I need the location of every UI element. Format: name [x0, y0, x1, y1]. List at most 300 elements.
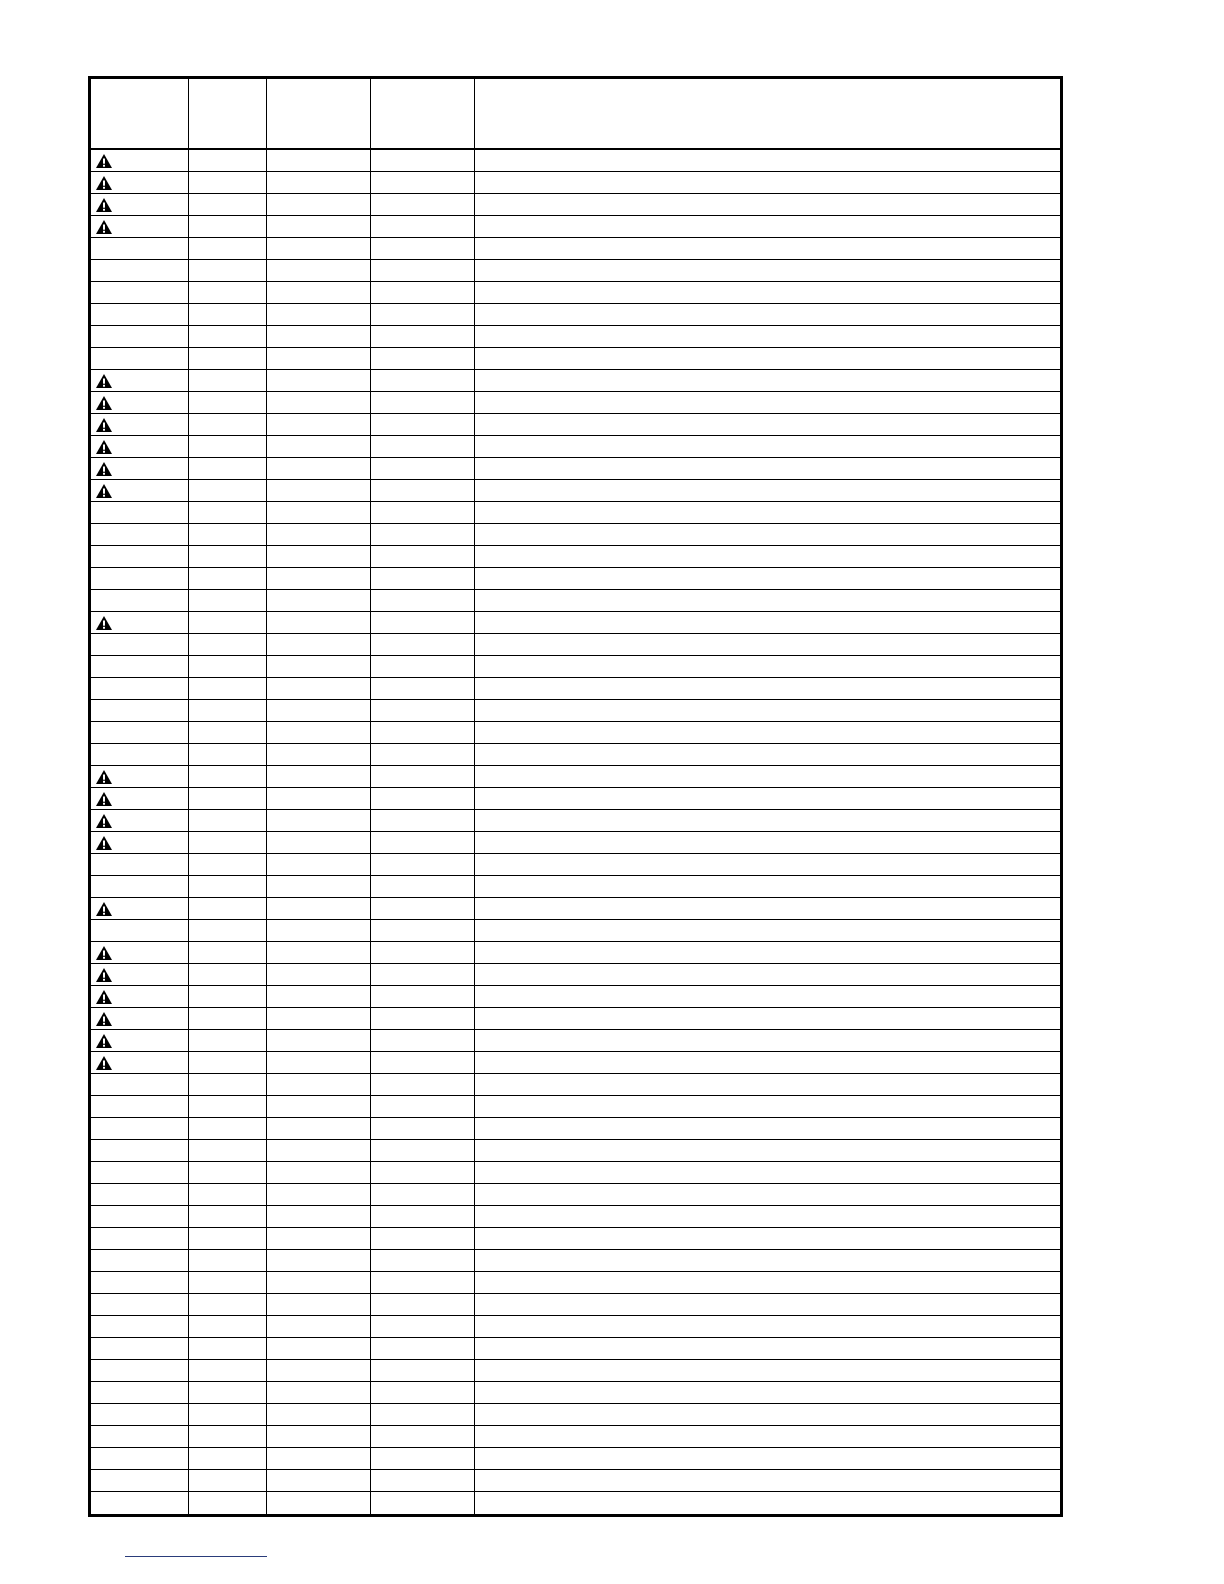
- table-row: [91, 1448, 1060, 1470]
- table-cell-col-2: [189, 920, 267, 942]
- table-cell-col-1: [91, 1140, 189, 1162]
- table-cell-col-2: [189, 810, 267, 832]
- table-cell-col-3: [267, 876, 371, 898]
- table-cell-col-2: [189, 348, 267, 370]
- table-cell-col-1: [91, 1294, 189, 1316]
- table-cell-col-2: [189, 722, 267, 744]
- table-cell-col-4: [371, 810, 475, 832]
- table-cell-col-2: [189, 1272, 267, 1294]
- table-row: [91, 1228, 1060, 1250]
- table-cell-col-1: [91, 1184, 189, 1206]
- table-cell-col-1: [91, 546, 189, 568]
- table-cell-col-1: [91, 612, 189, 634]
- table-cell-col-3: [267, 1338, 371, 1360]
- table-cell-col-4: [371, 1206, 475, 1228]
- table-cell-col-2: [189, 1338, 267, 1360]
- table-cell-col-2: [189, 854, 267, 876]
- table-row: [91, 1162, 1060, 1184]
- table-cell-col-4: [371, 568, 475, 590]
- table-row: [91, 458, 1060, 480]
- table-cell-col-5: [475, 744, 1060, 766]
- table-cell-col-3: [267, 524, 371, 546]
- table-cell-col-4: [371, 788, 475, 810]
- table-cell-col-2: [189, 150, 267, 172]
- table-cell-col-2: [189, 370, 267, 392]
- table-row: [91, 1294, 1060, 1316]
- table-cell-col-4: [371, 1382, 475, 1404]
- table-row: [91, 656, 1060, 678]
- table-cell-col-3: [267, 304, 371, 326]
- table-cell-col-5: [475, 1316, 1060, 1338]
- table-cell-col-3: [267, 788, 371, 810]
- table-cell-col-4: [371, 1294, 475, 1316]
- warning-triangle-icon: [95, 461, 113, 477]
- table-cell-col-1: [91, 964, 189, 986]
- table-row: [91, 1272, 1060, 1294]
- table-cell-col-2: [189, 700, 267, 722]
- table-cell-col-2: [189, 744, 267, 766]
- table-cell-col-1: [91, 1052, 189, 1074]
- table-cell-col-4: [371, 546, 475, 568]
- table-row: [91, 832, 1060, 854]
- table-cell-col-3: [267, 150, 371, 172]
- table-cell-col-4: [371, 964, 475, 986]
- warning-triangle-icon: [95, 791, 113, 807]
- table-cell-col-5: [475, 1052, 1060, 1074]
- table-cell-col-3: [267, 1206, 371, 1228]
- table-cell-col-1: [91, 788, 189, 810]
- table-body: [91, 150, 1060, 1514]
- table-cell-col-4: [371, 1316, 475, 1338]
- table-cell-col-5: [475, 1272, 1060, 1294]
- table-row: [91, 1206, 1060, 1228]
- table-cell-col-5: [475, 216, 1060, 238]
- table-cell-col-2: [189, 172, 267, 194]
- table-cell-col-5: [475, 172, 1060, 194]
- table-row: [91, 502, 1060, 524]
- table-cell-col-4: [371, 1250, 475, 1272]
- table-cell-col-3: [267, 1096, 371, 1118]
- table-cell-col-1: [91, 1118, 189, 1140]
- table-row: [91, 546, 1060, 568]
- table-cell-col-4: [371, 194, 475, 216]
- table-cell-col-5: [475, 1360, 1060, 1382]
- table-cell-col-2: [189, 502, 267, 524]
- table-cell-col-1: [91, 150, 189, 172]
- warning-triangle-icon: [95, 175, 113, 191]
- table-row: [91, 986, 1060, 1008]
- warning-triangle-icon: [95, 835, 113, 851]
- table-cell-col-5: [475, 876, 1060, 898]
- table-cell-col-5: [475, 1096, 1060, 1118]
- table-row: [91, 436, 1060, 458]
- table-row: [91, 898, 1060, 920]
- table-cell-col-2: [189, 304, 267, 326]
- table-cell-col-4: [371, 1470, 475, 1492]
- table-row: [91, 612, 1060, 634]
- header-cell-2: [189, 79, 267, 150]
- table-cell-col-1: [91, 502, 189, 524]
- table-cell-col-4: [371, 854, 475, 876]
- table-cell-col-1: [91, 634, 189, 656]
- table-cell-col-3: [267, 238, 371, 260]
- table-cell-col-5: [475, 678, 1060, 700]
- table-cell-col-4: [371, 942, 475, 964]
- table-cell-col-5: [475, 436, 1060, 458]
- table-cell-col-4: [371, 150, 475, 172]
- table-cell-col-1: [91, 282, 189, 304]
- table-cell-col-4: [371, 634, 475, 656]
- table-cell-col-3: [267, 1404, 371, 1426]
- table-cell-col-1: [91, 194, 189, 216]
- table-cell-col-4: [371, 832, 475, 854]
- warning-triangle-icon: [95, 989, 113, 1005]
- table-cell-col-3: [267, 326, 371, 348]
- table-cell-col-5: [475, 656, 1060, 678]
- table-row: [91, 810, 1060, 832]
- table-cell-col-2: [189, 1316, 267, 1338]
- table-row: [91, 1184, 1060, 1206]
- table-cell-col-1: [91, 1030, 189, 1052]
- table-cell-col-4: [371, 590, 475, 612]
- warning-triangle-icon: [95, 769, 113, 785]
- table-row: [91, 1470, 1060, 1492]
- table-cell-col-4: [371, 436, 475, 458]
- table-cell-col-1: [91, 1426, 189, 1448]
- header-cell-3: [267, 79, 371, 150]
- table-row: [91, 480, 1060, 502]
- table-cell-col-3: [267, 964, 371, 986]
- table-cell-col-5: [475, 590, 1060, 612]
- table-cell-col-4: [371, 1030, 475, 1052]
- table-row: [91, 766, 1060, 788]
- table-row: [91, 590, 1060, 612]
- table-row: [91, 1316, 1060, 1338]
- table-cell-col-5: [475, 788, 1060, 810]
- table-cell-col-5: [475, 766, 1060, 788]
- parts-list-table: [88, 76, 1063, 1517]
- table-row: [91, 1338, 1060, 1360]
- table-cell-col-2: [189, 238, 267, 260]
- table-cell-col-4: [371, 1492, 475, 1514]
- table-row: [91, 414, 1060, 436]
- table-cell-col-2: [189, 1404, 267, 1426]
- table-cell-col-3: [267, 1294, 371, 1316]
- warning-triangle-icon: [95, 615, 113, 631]
- table-cell-col-2: [189, 1492, 267, 1514]
- table-cell-col-3: [267, 260, 371, 282]
- table-cell-col-4: [371, 502, 475, 524]
- warning-triangle-icon: [95, 417, 113, 433]
- table-cell-col-5: [475, 964, 1060, 986]
- warning-triangle-icon: [95, 1033, 113, 1049]
- table-cell-col-2: [189, 590, 267, 612]
- warning-triangle-icon: [95, 945, 113, 961]
- table-cell-col-4: [371, 304, 475, 326]
- table-cell-col-3: [267, 172, 371, 194]
- table-cell-col-2: [189, 1096, 267, 1118]
- table-cell-col-3: [267, 480, 371, 502]
- table-cell-col-3: [267, 1382, 371, 1404]
- header-row: [91, 79, 1060, 150]
- table-cell-col-5: [475, 546, 1060, 568]
- table-cell-col-4: [371, 1162, 475, 1184]
- table-cell-col-2: [189, 942, 267, 964]
- table-cell-col-4: [371, 656, 475, 678]
- table-cell-col-2: [189, 414, 267, 436]
- table-cell-col-2: [189, 216, 267, 238]
- table-cell-col-4: [371, 722, 475, 744]
- table-cell-col-2: [189, 458, 267, 480]
- table-cell-col-2: [189, 1448, 267, 1470]
- header-cell-4: [371, 79, 475, 150]
- table-cell-col-3: [267, 920, 371, 942]
- table-row: [91, 1030, 1060, 1052]
- table-cell-col-3: [267, 832, 371, 854]
- table-cell-col-1: [91, 1316, 189, 1338]
- table-cell-col-5: [475, 986, 1060, 1008]
- table-cell-col-2: [189, 282, 267, 304]
- table-cell-col-4: [371, 370, 475, 392]
- table-cell-col-3: [267, 1360, 371, 1382]
- table-cell-col-1: [91, 766, 189, 788]
- warning-triangle-icon: [95, 153, 113, 169]
- table-cell-col-1: [91, 986, 189, 1008]
- table-cell-col-2: [189, 1228, 267, 1250]
- warning-triangle-icon: [95, 813, 113, 829]
- table-cell-col-4: [371, 326, 475, 348]
- table-row: [91, 238, 1060, 260]
- table-row: [91, 1492, 1060, 1514]
- table-cell-col-3: [267, 1492, 371, 1514]
- table-row: [91, 942, 1060, 964]
- table-cell-col-3: [267, 216, 371, 238]
- table-cell-col-3: [267, 414, 371, 436]
- table-cell-col-5: [475, 238, 1060, 260]
- table-cell-col-3: [267, 810, 371, 832]
- table-cell-col-1: [91, 348, 189, 370]
- table-cell-col-2: [189, 876, 267, 898]
- table-cell-col-3: [267, 898, 371, 920]
- table-cell-col-5: [475, 194, 1060, 216]
- table-row: [91, 348, 1060, 370]
- table-cell-col-1: [91, 1162, 189, 1184]
- table-cell-col-2: [189, 1118, 267, 1140]
- table-cell-col-2: [189, 568, 267, 590]
- table-cell-col-3: [267, 1074, 371, 1096]
- table-cell-col-5: [475, 1162, 1060, 1184]
- table-row: [91, 1382, 1060, 1404]
- table-row: [91, 370, 1060, 392]
- footer-rule: [125, 1556, 267, 1557]
- table-cell-col-2: [189, 656, 267, 678]
- table-cell-col-5: [475, 260, 1060, 282]
- table-cell-col-3: [267, 1052, 371, 1074]
- table-cell-col-5: [475, 854, 1060, 876]
- table-cell-col-5: [475, 304, 1060, 326]
- table-cell-col-1: [91, 1272, 189, 1294]
- table-cell-col-2: [189, 1140, 267, 1162]
- table-cell-col-3: [267, 568, 371, 590]
- warning-triangle-icon: [95, 483, 113, 499]
- table-cell-col-4: [371, 348, 475, 370]
- table-row: [91, 788, 1060, 810]
- table-cell-col-2: [189, 898, 267, 920]
- table-cell-col-4: [371, 1140, 475, 1162]
- table-row: [91, 326, 1060, 348]
- table-cell-col-1: [91, 436, 189, 458]
- table-cell-col-1: [91, 392, 189, 414]
- table-cell-col-5: [475, 1404, 1060, 1426]
- table-cell-col-1: [91, 678, 189, 700]
- table-row: [91, 1118, 1060, 1140]
- table-cell-col-4: [371, 524, 475, 546]
- table-cell-col-1: [91, 590, 189, 612]
- table-cell-col-1: [91, 876, 189, 898]
- table-cell-col-1: [91, 304, 189, 326]
- table-cell-col-5: [475, 150, 1060, 172]
- table-cell-col-2: [189, 788, 267, 810]
- table-cell-col-2: [189, 1250, 267, 1272]
- table-cell-col-3: [267, 656, 371, 678]
- table-cell-col-4: [371, 392, 475, 414]
- table-cell-col-4: [371, 238, 475, 260]
- table-row: [91, 1096, 1060, 1118]
- table-row: [91, 744, 1060, 766]
- table-row: [91, 854, 1060, 876]
- table-cell-col-3: [267, 458, 371, 480]
- table-cell-col-1: [91, 1470, 189, 1492]
- table-cell-col-3: [267, 282, 371, 304]
- table-cell-col-4: [371, 216, 475, 238]
- table-cell-col-3: [267, 1470, 371, 1492]
- table-cell-col-3: [267, 678, 371, 700]
- table-cell-col-5: [475, 1492, 1060, 1514]
- table-cell-col-2: [189, 678, 267, 700]
- table-cell-col-5: [475, 1228, 1060, 1250]
- warning-triangle-icon: [95, 439, 113, 455]
- table-cell-col-2: [189, 1074, 267, 1096]
- table-cell-col-4: [371, 414, 475, 436]
- table-row: [91, 1074, 1060, 1096]
- table-cell-col-1: [91, 1382, 189, 1404]
- table-cell-col-2: [189, 1184, 267, 1206]
- table-cell-col-3: [267, 502, 371, 524]
- table-cell-col-5: [475, 1074, 1060, 1096]
- table-cell-col-4: [371, 1404, 475, 1426]
- table-cell-col-1: [91, 260, 189, 282]
- table-cell-col-5: [475, 810, 1060, 832]
- table-cell-col-5: [475, 1008, 1060, 1030]
- table-cell-col-1: [91, 1008, 189, 1030]
- table-cell-col-4: [371, 1052, 475, 1074]
- table-row: [91, 1052, 1060, 1074]
- table-cell-col-1: [91, 524, 189, 546]
- table-cell-col-3: [267, 1008, 371, 1030]
- table-cell-col-4: [371, 1426, 475, 1448]
- table-cell-col-2: [189, 1052, 267, 1074]
- table-cell-col-3: [267, 1140, 371, 1162]
- table-cell-col-2: [189, 546, 267, 568]
- table-cell-col-5: [475, 1118, 1060, 1140]
- table-cell-col-1: [91, 216, 189, 238]
- table-cell-col-5: [475, 942, 1060, 964]
- table-row: [91, 216, 1060, 238]
- table-cell-col-1: [91, 920, 189, 942]
- table-cell-col-5: [475, 568, 1060, 590]
- table-cell-col-2: [189, 1008, 267, 1030]
- table-cell-col-5: [475, 1206, 1060, 1228]
- table-cell-col-1: [91, 810, 189, 832]
- table-cell-col-4: [371, 1074, 475, 1096]
- table-row: [91, 568, 1060, 590]
- table-cell-col-4: [371, 876, 475, 898]
- warning-triangle-icon: [95, 197, 113, 213]
- table-row: [91, 172, 1060, 194]
- table-cell-col-5: [475, 392, 1060, 414]
- table-header: [91, 79, 1060, 150]
- table-cell-col-5: [475, 1382, 1060, 1404]
- table-cell-col-4: [371, 1184, 475, 1206]
- table-cell-col-4: [371, 1272, 475, 1294]
- table-cell-col-1: [91, 172, 189, 194]
- table-cell-col-1: [91, 1096, 189, 1118]
- table-cell-col-5: [475, 502, 1060, 524]
- table-cell-col-5: [475, 458, 1060, 480]
- table-row: [91, 150, 1060, 172]
- warning-triangle-icon: [95, 1011, 113, 1027]
- table-cell-col-5: [475, 1030, 1060, 1052]
- table-cell-col-3: [267, 854, 371, 876]
- table-row: [91, 1250, 1060, 1272]
- table-cell-col-2: [189, 436, 267, 458]
- table-cell-col-4: [371, 172, 475, 194]
- table-cell-col-5: [475, 1250, 1060, 1272]
- table-cell-col-3: [267, 722, 371, 744]
- table-cell-col-3: [267, 1448, 371, 1470]
- table-cell-col-3: [267, 1118, 371, 1140]
- table-cell-col-1: [91, 656, 189, 678]
- table-cell-col-3: [267, 1030, 371, 1052]
- table-cell-col-2: [189, 194, 267, 216]
- warning-triangle-icon: [95, 395, 113, 411]
- table-cell-col-3: [267, 436, 371, 458]
- table-cell-col-4: [371, 1096, 475, 1118]
- table-cell-col-3: [267, 1272, 371, 1294]
- table-cell-col-1: [91, 1074, 189, 1096]
- table-cell-col-4: [371, 612, 475, 634]
- table-row: [91, 392, 1060, 414]
- table-cell-col-5: [475, 612, 1060, 634]
- table-cell-col-2: [189, 1030, 267, 1052]
- table-cell-col-5: [475, 832, 1060, 854]
- table-cell-col-1: [91, 1360, 189, 1382]
- table-cell-col-5: [475, 414, 1060, 436]
- table-row: [91, 634, 1060, 656]
- table-cell-col-5: [475, 370, 1060, 392]
- table-cell-col-2: [189, 480, 267, 502]
- table-cell-col-2: [189, 964, 267, 986]
- table-cell-col-5: [475, 920, 1060, 942]
- table-cell-col-4: [371, 480, 475, 502]
- table-cell-col-4: [371, 458, 475, 480]
- table-cell-col-1: [91, 1250, 189, 1272]
- table-cell-col-3: [267, 1426, 371, 1448]
- table-cell-col-4: [371, 282, 475, 304]
- table-cell-col-3: [267, 370, 371, 392]
- table-cell-col-3: [267, 766, 371, 788]
- table-cell-col-5: [475, 480, 1060, 502]
